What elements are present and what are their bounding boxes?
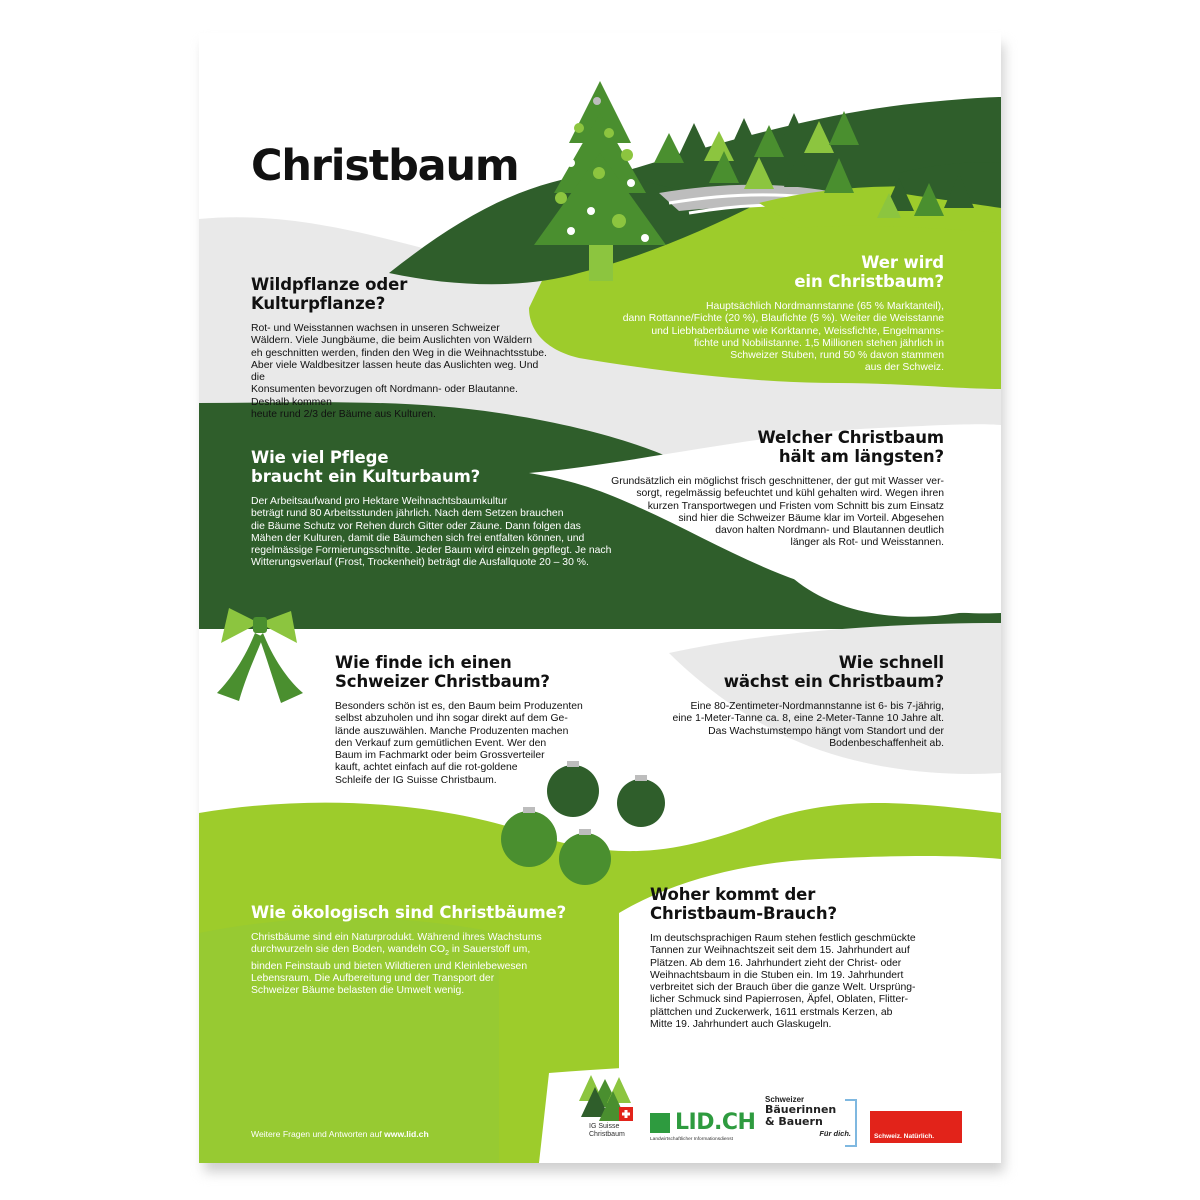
page-title: Christbaum	[251, 141, 519, 191]
footer-note: Weitere Fragen und Antworten auf www.lid.ch	[251, 1129, 429, 1139]
text-pflege: Der Arbeitsaufwand pro Hektare Weihnachtsbaumkultur beträgt rund 80 Arbeitsstunden jährlich. Nach dem Setzen brauchen die Bäume Schutz vor Rehen durch Gitter oder Zäune. Dann folgen das Mähen der Kulturen, damit die Bäumchen sich frei entfalten können, und regelmässige Formierungsschnitte. Jeder Baum wird einzeln gepflegt. Je nach Witterungsverlauf (Frost, Trockenheit) beträgt die Ausfallquote 20 – 30 %.	[251, 496, 612, 569]
lid-logo: LID.CH Landwirtschaftlicher Informationsdienst	[650, 1110, 756, 1142]
heading-brauch: Woher kommt der Christbaum-Brauch?	[650, 885, 837, 923]
heading-finde: Wie finde ich einen Schweizer Christbaum?	[335, 653, 550, 691]
section-finde	[335, 653, 595, 787]
logo-bar	[199, 1073, 1001, 1153]
poster	[199, 33, 1001, 1163]
text-oeko: Christbäume sind ein Naturprodukt. Während ihres Wachstums durchwurzeln sie den Boden, wandeln $CO_2$ in Sauerstoff um, binden Feinstaub und bieten Wildtieren und Kleinlebewesen Lebensraum. Die Aufbereitung und der Transport der Schweizer Bäume belasten die Umwelt wenig.	[251, 932, 542, 997]
section-wer-wird	[589, 253, 944, 375]
text-wildpflanze: Rot- und Weisstannen wachsen in unseren Schweizer Wäldern. Viele Jungbäume, die beim Auslichten von Wäldern eh geschnitten werden, finden den Weg in die Weihnachtsstube. Aber viele Waldbesitzer lassen heute das Auslichten weg. Und die Konsumenten bevorzugen oft Nordmann- oder Blautanne. Deshalb kommen heute rund 2/3 der Bäume aus Kulturen.	[251, 323, 547, 421]
footer-link[interactable]: www.lid.ch	[384, 1129, 429, 1139]
schweiz-natuerlich-logo: Schweiz. Natürlich.	[870, 1111, 962, 1143]
ig-suisse-christbaum-logo: IG Suisse Christbaum	[573, 1073, 639, 1145]
text-finde: Besonders schön ist es, den Baum beim Produzenten selbst abzuholen und ihn sogar direkt auf dem Ge- lände auszuwählen. Manche Produzenten machen den Verkauf zum gemütlichen Event. Wer den Baum im Fachmarkt oder beim Grossverteiler kauft, achtet einfach auf die rot-goldene Schleife der IG Suisse Christbaum.	[335, 701, 583, 786]
text-brauch: Im deutschsprachigen Raum stehen festlich geschmückte Tannen zur Weihnachtszeit seit dem 15. Jahrhundert auf Plätzen. Ab dem 16. Jahrhundert zieht der Christ- oder Weihnachtsbaum in die Stuben ein. Im 19. Jahrhundert verbreitet sich der Brauch über die ganze Welt. Ursprüng- licher Schmuck sind Papierrosen, Äpfel, Oblaten, Flitter- plättchen und Zuckerwerk, 1611 erstmals Kerzen, ab Mitte 19. Jahrhundert auch Glaskugeln.	[650, 933, 916, 1031]
heading-wildpflanze: Wildpflanze oder Kulturpflanze?	[251, 275, 408, 313]
section-haelt	[564, 428, 944, 550]
lid-square-icon	[650, 1113, 670, 1133]
heading-haelt: Welcher Christbaum hält am längsten?	[757, 428, 944, 466]
section-oeko	[251, 903, 581, 998]
bow-icon	[217, 608, 303, 703]
bauern-frame	[845, 1099, 857, 1147]
section-schnell	[629, 653, 944, 750]
heading-pflege: Wie viel Pflege braucht ein Kulturbaum?	[251, 448, 481, 486]
text-wer-wird: Hauptsächlich Nordmannstanne (65 % Marktanteil), dann Rottanne/Fichte (20 %), Blaufichte (5 %). Weiter die Weisstanne und Liebhaberbäume wie Korktanne, Weissfichte, Engelmanns- fichte und Nobilistanne. 1,5 Millionen stehen jährlich in Schweizer Stuben, rund 50 % davon stammen aus der Schweiz.	[622, 301, 944, 374]
section-brauch	[650, 885, 950, 1031]
text-schnell: Eine 80-Zentimeter-Nordmannstanne ist 6- bis 7-jährig, eine 1-Meter-Tanne ca. 8, eine 2-Meter-Tanne 10 Jahre alt. Das Wachstumstempo hängt vom Standort und der Bodenbeschaffenheit ab.	[672, 701, 944, 749]
section-wildpflanze	[251, 275, 551, 421]
text-haelt: Grundsätzlich ein möglichst frisch geschnittener, der gut mit Wasser ver- sorgt, regelmässig befeuchtet und kühl gehalten wird. Wegen ihren kurzen Transportwegen und Fristen vom Schnitt bis zum Einsatz sind hier die Schweizer Bäume klar im Vorteil. Abgesehen davon halten Nordmann- und Blautannen deutlich länger als Rot- und Weisstannen.	[611, 476, 944, 549]
heading-oeko: Wie ökologisch sind Christbäume?	[251, 903, 567, 922]
heading-schnell: Wie schnell wächst ein Christbaum?	[723, 653, 944, 691]
heading-wer-wird: Wer wird ein Christbaum?	[794, 253, 944, 291]
bauern-logo: Schweizer Bäuerinnen & Bauern Für dich.	[765, 1095, 851, 1138]
